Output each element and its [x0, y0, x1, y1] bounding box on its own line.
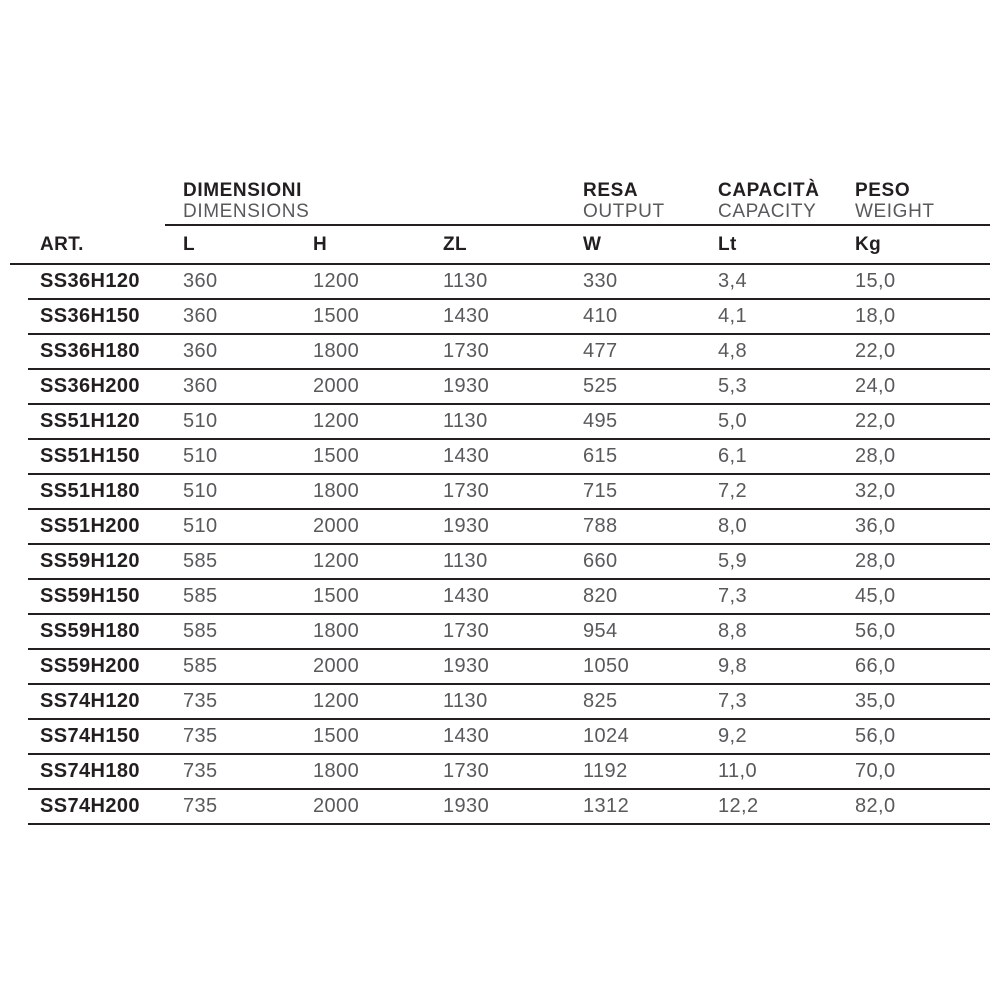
cell-l: 510	[183, 515, 218, 537]
cell-w: 615	[583, 445, 618, 467]
cell-l: 360	[183, 375, 218, 397]
cell-lt: 5,3	[718, 375, 748, 397]
table-row	[28, 335, 990, 370]
cell-l: 360	[183, 270, 218, 292]
table-row	[28, 685, 990, 720]
cell-lt: 4,8	[718, 340, 748, 362]
group-title-capacita: CAPACITÀ	[718, 180, 820, 201]
cell-lt: 4,1	[718, 305, 748, 327]
cell-kg: 66,0	[855, 655, 896, 677]
cell-w: 788	[583, 515, 618, 537]
cell-art: SS74H180	[40, 760, 140, 782]
cell-lt: 3,4	[718, 270, 748, 292]
cell-art: SS36H180	[40, 340, 140, 362]
cell-w: 1024	[583, 725, 630, 747]
cell-h: 2000	[313, 655, 360, 677]
table-row	[28, 580, 990, 615]
group-subtitle-output: OUTPUT	[583, 201, 665, 222]
group-header-capacity	[706, 180, 843, 222]
cell-h: 1500	[313, 445, 360, 467]
cell-l: 735	[183, 795, 218, 817]
cell-kg: 56,0	[855, 620, 896, 642]
cell-zl: 1930	[443, 795, 490, 817]
cell-lt: 11,0	[718, 760, 758, 782]
cell-w: 330	[583, 270, 618, 292]
cell-h: 2000	[313, 795, 360, 817]
cell-w: 820	[583, 585, 618, 607]
cell-art: SS51H200	[40, 515, 140, 537]
cell-zl: 1430	[443, 725, 490, 747]
cell-lt: 5,9	[718, 550, 748, 572]
cell-l: 735	[183, 690, 218, 712]
col-header-w: W	[583, 233, 602, 255]
cell-lt: 5,0	[718, 410, 748, 432]
cell-zl: 1730	[443, 480, 490, 502]
cell-w: 410	[583, 305, 618, 327]
cell-kg: 56,0	[855, 725, 896, 747]
cell-zl: 1430	[443, 305, 490, 327]
table-row	[28, 510, 990, 545]
cell-w: 825	[583, 690, 618, 712]
cell-kg: 28,0	[855, 445, 896, 467]
cell-zl: 1130	[443, 550, 488, 572]
cell-kg: 28,0	[855, 550, 896, 572]
table-row	[28, 370, 990, 405]
cell-l: 735	[183, 760, 218, 782]
cell-art: SS74H200	[40, 795, 140, 817]
cell-kg: 36,0	[855, 515, 896, 537]
table-row	[28, 440, 990, 475]
cell-kg: 18,0	[855, 305, 896, 327]
col-header-h: H	[313, 233, 328, 255]
cell-w: 525	[583, 375, 618, 397]
cell-l: 585	[183, 550, 218, 572]
table-row	[28, 790, 990, 825]
cell-l: 360	[183, 340, 218, 362]
cell-kg: 70,0	[855, 760, 896, 782]
cell-kg: 22,0	[855, 410, 896, 432]
table-row	[28, 615, 990, 650]
cell-art: SS59H120	[40, 550, 140, 572]
group-header-dimensions	[171, 180, 571, 222]
col-header-l: L	[183, 233, 196, 255]
cell-h: 1800	[313, 480, 360, 502]
cell-lt: 7,2	[718, 480, 748, 502]
cell-h: 2000	[313, 375, 360, 397]
group-subtitle-capacity: CAPACITY	[718, 201, 817, 222]
cell-w: 495	[583, 410, 618, 432]
cell-h: 1200	[313, 270, 360, 292]
cell-art: SS51H180	[40, 480, 140, 502]
cell-zl: 1130	[443, 690, 488, 712]
table-row	[28, 720, 990, 755]
cell-lt: 9,8	[718, 655, 748, 677]
group-subtitle-weight: WEIGHT	[855, 201, 935, 222]
cell-l: 510	[183, 445, 218, 467]
cell-l: 360	[183, 305, 218, 327]
col-header-kg: Kg	[855, 233, 882, 255]
cell-art: SS74H120	[40, 690, 140, 712]
cell-lt: 12,2	[718, 795, 759, 817]
cell-h: 1500	[313, 305, 360, 327]
cell-art: SS36H120	[40, 270, 140, 292]
cell-zl: 1130	[443, 410, 488, 432]
cell-zl: 1730	[443, 620, 490, 642]
cell-kg: 24,0	[855, 375, 896, 397]
table-row	[28, 265, 990, 300]
cell-lt: 6,1	[718, 445, 748, 467]
product-spec-table	[28, 180, 990, 825]
cell-lt: 7,3	[718, 690, 748, 712]
table-row	[28, 475, 990, 510]
cell-w: 715	[583, 480, 618, 502]
cell-h: 1800	[313, 760, 360, 782]
cell-w: 954	[583, 620, 618, 642]
cell-l: 585	[183, 585, 218, 607]
col-header-lt: Lt	[718, 233, 737, 255]
cell-art: SS59H200	[40, 655, 140, 677]
table-row	[28, 650, 990, 685]
cell-kg: 82,0	[855, 795, 896, 817]
cell-l: 510	[183, 410, 218, 432]
col-header-zl: ZL	[443, 233, 468, 255]
cell-l: 585	[183, 655, 218, 677]
cell-lt: 8,8	[718, 620, 748, 642]
cell-kg: 35,0	[855, 690, 896, 712]
cell-zl: 1730	[443, 760, 490, 782]
cell-art: SS59H180	[40, 620, 140, 642]
table-row	[28, 405, 990, 440]
cell-w: 660	[583, 550, 618, 572]
cell-art: SS51H120	[40, 410, 140, 432]
cell-zl: 1930	[443, 515, 490, 537]
cell-h: 1200	[313, 690, 360, 712]
cell-art: SS51H150	[40, 445, 140, 467]
cell-art: SS59H150	[40, 585, 140, 607]
cell-h: 1200	[313, 550, 360, 572]
cell-zl: 1430	[443, 585, 490, 607]
cell-h: 1800	[313, 340, 360, 362]
group-header-output	[571, 180, 706, 222]
cell-zl: 1430	[443, 445, 490, 467]
cell-kg: 32,0	[855, 480, 896, 502]
group-header-weight	[843, 180, 990, 222]
group-subtitle-dimensions: DIMENSIONS	[183, 201, 310, 222]
table-row	[28, 545, 990, 580]
table-row	[28, 755, 990, 790]
cell-art: SS36H200	[40, 375, 140, 397]
cell-art: SS36H150	[40, 305, 140, 327]
cell-w: 477	[583, 340, 618, 362]
cell-l: 585	[183, 620, 218, 642]
cell-lt: 8,0	[718, 515, 748, 537]
cell-lt: 7,3	[718, 585, 748, 607]
cell-kg: 22,0	[855, 340, 896, 362]
cell-h: 2000	[313, 515, 360, 537]
cell-kg: 45,0	[855, 585, 896, 607]
cell-zl: 1930	[443, 655, 490, 677]
cell-l: 735	[183, 725, 218, 747]
group-title-dimensioni: DIMENSIONI	[183, 180, 302, 201]
group-title-peso: PESO	[855, 180, 911, 201]
cell-h: 1500	[313, 725, 360, 747]
cell-h: 1500	[313, 585, 360, 607]
cell-art: SS74H150	[40, 725, 140, 747]
cell-kg: 15,0	[855, 270, 896, 292]
cell-zl: 1730	[443, 340, 490, 362]
table-body	[28, 265, 990, 825]
cell-h: 1800	[313, 620, 360, 642]
group-title-resa: RESA	[583, 180, 639, 201]
col-header-art: ART.	[40, 233, 84, 255]
cell-zl: 1130	[443, 270, 488, 292]
cell-zl: 1930	[443, 375, 490, 397]
group-header-row	[28, 180, 990, 222]
cell-l: 510	[183, 480, 218, 502]
column-header-row	[28, 226, 990, 263]
cell-h: 1200	[313, 410, 360, 432]
table-row	[28, 300, 990, 335]
cell-w: 1050	[583, 655, 630, 677]
cell-w: 1192	[583, 760, 628, 782]
cell-lt: 9,2	[718, 725, 748, 747]
cell-w: 1312	[583, 795, 630, 817]
